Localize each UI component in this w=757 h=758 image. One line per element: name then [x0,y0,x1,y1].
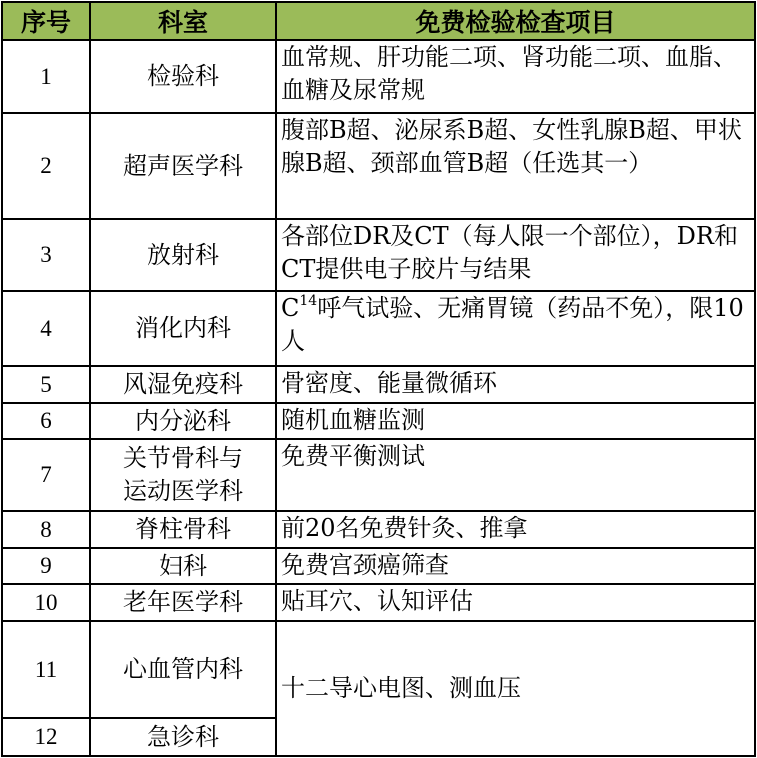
table-row [2,548,755,584]
row-dept: 急诊科 [90,718,276,756]
row-seq: 1 [2,40,90,113]
dept-line: 运动医学科 [123,477,243,505]
row-seq: 9 [2,548,90,584]
row-dept: 老年医学科 [90,584,276,621]
header-dept: 科室 [90,2,276,40]
row-items: 前20名免费针灸、推拿 [276,511,755,548]
row-items: 贴耳穴、认知评估 [276,584,755,621]
row-items: 各部位DR及CT（每人限一个部位），DR和CT提供电子胶片与结果 [276,219,755,291]
table-row [2,219,755,291]
header-seq: 序号 [2,2,90,40]
row-items [276,291,755,366]
row-items: 腹部B超、泌尿系B超、女性乳腺B超、甲状腺B超、颈部血管B超（任选其一） [276,113,755,219]
free-checkup-table [1,1,756,757]
row-seq: 4 [2,291,90,366]
row-items: 骨密度、能量微循环 [276,366,755,403]
row-seq: 5 [2,366,90,403]
table-header-row [2,2,755,40]
row-seq: 7 [2,439,90,511]
row-dept: 超声医学科 [90,113,276,219]
table-row [2,403,755,439]
row-seq: 10 [2,584,90,621]
table-row [2,621,755,718]
items-superscript: 14 [299,293,318,309]
row-items: 随机血糖监测 [276,403,755,439]
items-text: 呼气试验、无痛胃镜（药品不免），限10人 [281,294,744,355]
row-seq: 8 [2,511,90,548]
row-dept: 检验科 [90,40,276,113]
table-row [2,366,755,403]
dept-line: 关节骨科与 [123,444,243,472]
items-prefix: C [281,294,300,322]
row-seq: 11 [2,621,90,718]
table-row [2,291,755,366]
row-dept: 消化内科 [90,291,276,366]
row-items: 免费宫颈癌筛查 [276,548,755,584]
row-items: 免费平衡测试 [276,439,755,511]
table-row [2,113,755,219]
table-row [2,511,755,548]
row-items: 血常规、肝功能二项、肾功能二项、血脂、血糖及尿常规 [276,40,755,113]
row-items: 十二导心电图、测血压 [276,621,755,756]
row-seq: 3 [2,219,90,291]
table-row [2,40,755,113]
table-row [2,584,755,621]
row-seq: 2 [2,113,90,219]
row-dept: 放射科 [90,219,276,291]
row-dept: 内分泌科 [90,403,276,439]
row-dept [90,439,276,511]
row-dept: 脊柱骨科 [90,511,276,548]
row-dept: 风湿免疫科 [90,366,276,403]
row-seq: 6 [2,403,90,439]
row-dept: 妇科 [90,548,276,584]
table-row [2,439,755,511]
header-items: 免费检验检查项目 [276,2,755,40]
row-dept: 心血管内科 [90,621,276,718]
row-seq: 12 [2,718,90,756]
